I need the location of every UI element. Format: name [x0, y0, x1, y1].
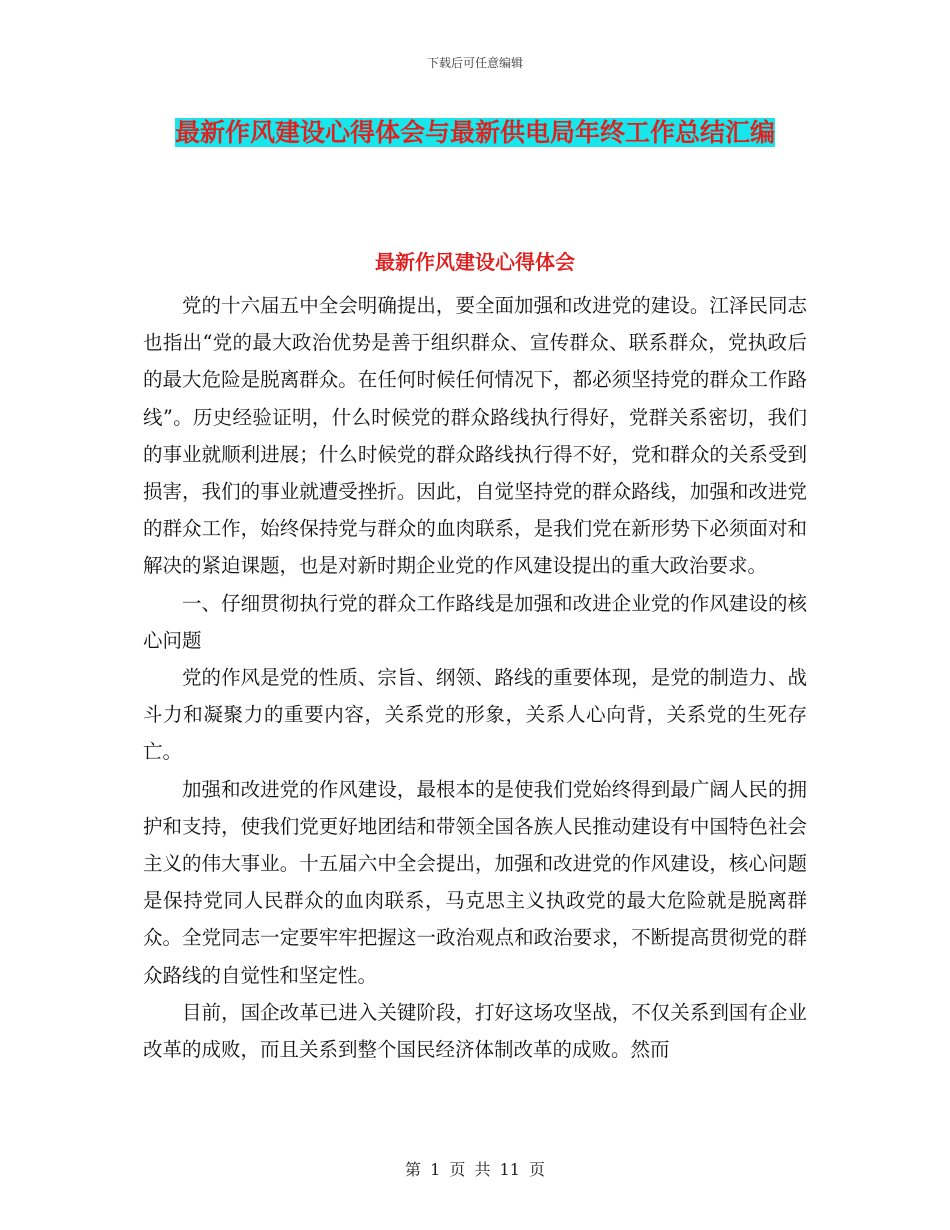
document-title-text: 最新作风建设心得体会与最新供电局年终工作总结汇编 — [174, 118, 775, 147]
paragraph: 目前，国企改革已进入关键阶段，打好这场攻坚战，不仅关系到国有企业改革的成败，而且关系到整个国民经济体制改革的成败。然而 — [143, 1000, 807, 1062]
document-title — [145, 112, 805, 154]
section-title: 最新作风建设心得体会 — [375, 250, 575, 274]
paragraph: 加强和改进党的作风建设，最根本的是使我们党始终得到最广阔人民的拥护和支持，使我们党更好地团结和带领全国各族人民推动建设有中国特色社会主义的伟大事业。十五届六中全会提出，加强和改进党的作风建设，核心问题是保持党同人民群众的血肉联系，马克思主义执政党的最大危险就是脱离群众。全党同志一定要牢牢把握这一政治观点和政治要求，不断提高贯彻党的群众路线的自觉性和坚定性。 — [143, 777, 807, 987]
paragraph: 党的作风是党的性质、宗旨、纲领、路线的重要体现，是党的制造力、战斗力和凝聚力的重要内容，关系党的形象，关系人心向背，关系党的生死存亡。 — [143, 666, 807, 764]
document-body — [143, 287, 807, 1068]
paragraph: 一、仔细贯彻执行党的群众工作路线是加强和改进企业党的作风建设的核心问题 — [143, 591, 807, 652]
paragraph: 党的十六届五中全会明确提出，要全面加强和改进党的建设。江泽民同志也指出“党的最大政治优势是善于组织群众、宣传群众、联系群众，党执政后的最大危险是脱离群众。在任何时候任何情况下，都必须坚持党的群众工作路线”。历史经验证明，什么时候党的群众路线执行得好，党群关系密切，我们的事业就顺利进展；什么时候党的群众路线执行得不好，党和群众的关系受到损害，我们的事业就遭受挫折。因此，自觉坚持党的群众路线，加强和改进党的群众工作，始终保持党与群众的血肉联系，是我们党在新形势下必须面对和解决的紧迫课题，也是对新时期企业党的作风建设提出的重大政治要求。 — [143, 294, 807, 578]
header-note: 下载后可任意编辑 — [426, 56, 523, 70]
page-footer: 第 1 页 共 11 页 — [405, 1160, 545, 1179]
